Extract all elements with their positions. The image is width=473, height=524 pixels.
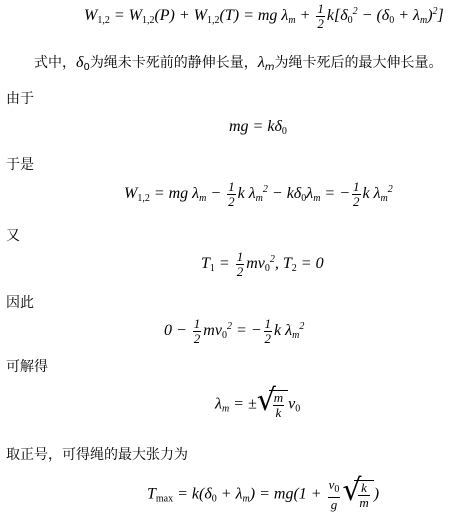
equation-max-extension: $\lambda_m$ = ± √ $\frac{m}{k}$ $v_0$ — [215, 383, 301, 420]
label-hence: 因此 — [6, 295, 34, 311]
equation-energy-theorem: 0 − $\frac{1}{2}$ $mv_0^2$ = − $\frac{1}{2}$ k $\lambda_m^2$ — [164, 316, 305, 346]
fraction-half: $\frac{1}{2}$ — [353, 179, 360, 209]
label-solve: 可解得 — [6, 359, 48, 375]
square-root: √ $\frac{m}{k}$ — [257, 390, 288, 420]
paragraph-take-positive: 取正号，可得绳的最大张力为 — [6, 447, 188, 463]
fraction-half: $\frac{1}{2}$ — [264, 316, 272, 346]
fraction-k-over-m: $\frac{k}{m}$ — [359, 480, 369, 510]
equation-kinetic-energy: $T_1$ = $\frac{1}{2}$ $mv_0^2$, $T_2 = 0$ — [201, 249, 324, 279]
equation-static-balance: mg = $k\delta_0$ — [229, 118, 287, 137]
fraction-half: $\frac{1}{2}$ — [228, 179, 235, 209]
fraction-v0-over-g: $\frac{v_0}{g}$ — [328, 477, 340, 512]
fraction-half: $\frac{1}{2}$ — [236, 249, 244, 279]
label-also: 又 — [6, 228, 20, 244]
fraction-half: $\frac{1}{2}$ — [193, 316, 201, 346]
equation-work-simplified: $W_{1,2}$ = mg $\lambda_m$ − $\frac{1}{2}$ k $\lambda_m^2 - k\delta_0\lambda_m$ = − $\frac{1}{2}$ k $\lambda_m^2$ — [124, 179, 393, 209]
equation-max-tension: $T_{max} = k(\delta_0 + \lambda_m) = mg(1$ + $\frac{v_0}{g}$ √ $\frac{k}{m}$ ) — [147, 473, 380, 512]
label-because: 由于 — [6, 91, 34, 107]
label-therefore: 于是 — [6, 157, 34, 173]
paragraph-definition: 式中，$\delta_0$为绳未卡死前的静伸长量，$\lambda_m$为绳卡死后的最大伸长量。 — [34, 54, 443, 73]
square-root: √ $\frac{k}{m}$ — [342, 480, 373, 510]
fraction-half: $\frac{1}{2}$ — [317, 1, 324, 31]
fraction-m-over-k: $\frac{m}{k}$ — [273, 390, 284, 420]
equation-work-total: $W_{1,2} = W_{1,2}(P) + W_{1,2}(T)$ = mg $\lambda_m$ + $\frac{1}{2}$ $k[\delta_0^2 - (\delta_0 + \lambda_m)^2]$ — [84, 1, 444, 31]
